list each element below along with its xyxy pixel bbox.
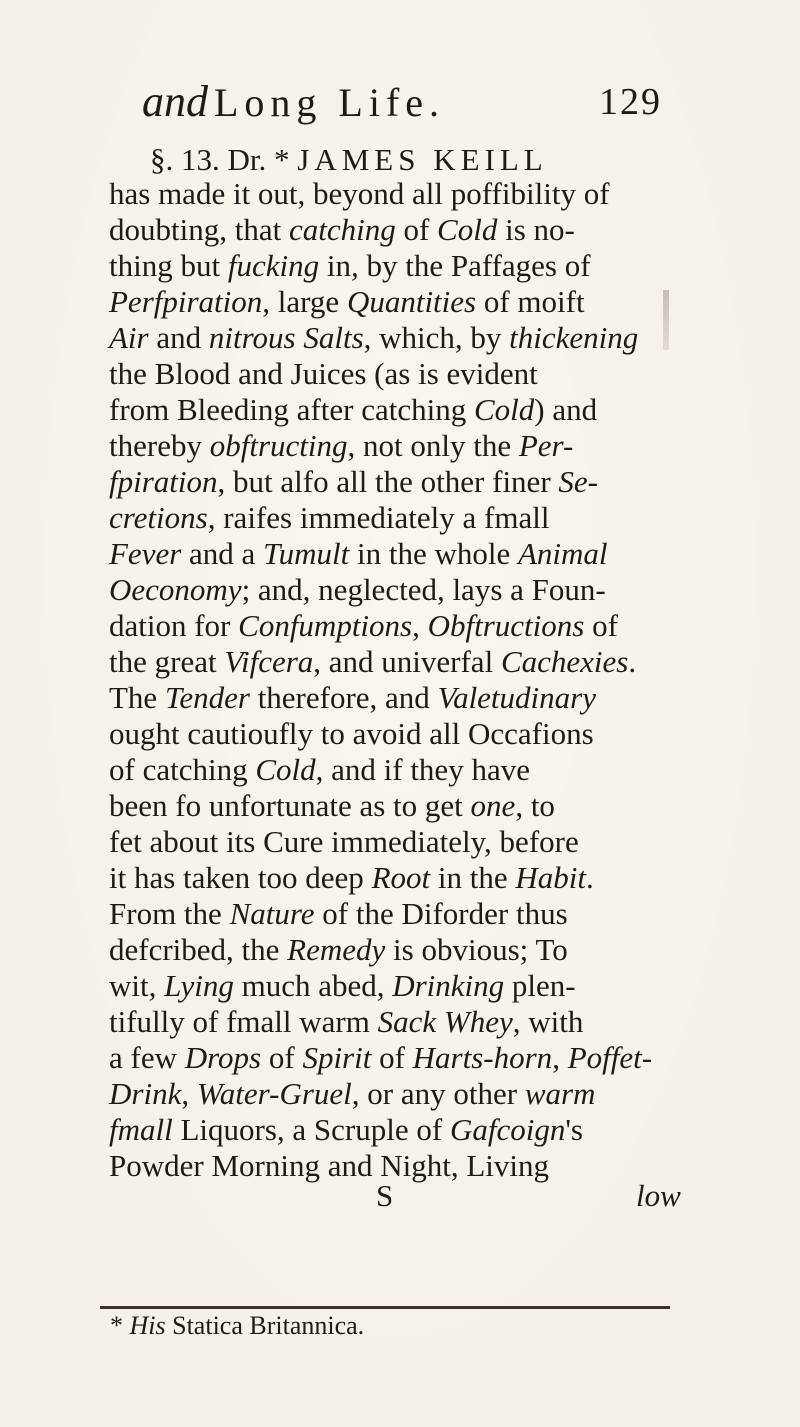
text-line xyxy=(109,1076,595,1112)
text-span: Animal xyxy=(517,536,608,571)
text-span: Tumult xyxy=(263,536,350,571)
text-line xyxy=(109,968,576,1004)
text-span: Powder Morning and Night, Living xyxy=(109,1148,549,1183)
text-line xyxy=(109,428,573,464)
text-line xyxy=(109,824,579,860)
text-span: it has taken too deep xyxy=(109,860,372,895)
text-span: From the xyxy=(109,896,230,931)
text-span: tifully of fmall warm xyxy=(109,1004,378,1039)
text-line xyxy=(109,752,530,788)
text-line xyxy=(109,464,598,500)
text-span: Cold xyxy=(437,212,498,247)
text-span: , and if they have xyxy=(315,752,530,787)
text-line xyxy=(109,356,538,392)
signature-mark: S xyxy=(376,1178,394,1213)
text-span: Air xyxy=(109,320,149,355)
text-span: Habit xyxy=(515,860,586,895)
text-span: fmall xyxy=(109,1112,173,1147)
text-line xyxy=(109,572,606,608)
text-span: , or any other xyxy=(351,1076,525,1111)
text-span: is obvious; To xyxy=(385,932,568,967)
text-span: . xyxy=(628,644,637,679)
text-span: Oeconomy xyxy=(109,572,242,607)
text-span: plen- xyxy=(504,968,576,1003)
text-span: Per- xyxy=(518,428,574,463)
text-span: and xyxy=(148,320,209,355)
footnote-rule xyxy=(100,1306,670,1309)
text-span: , but alfo all the other finer xyxy=(217,464,559,499)
text-span: The xyxy=(109,680,165,715)
text-span: Liquors, a Scruple of xyxy=(172,1112,450,1147)
text-span: in the whole xyxy=(349,536,518,571)
text-span: from Bleeding after catching xyxy=(109,392,474,427)
text-span: Obftructions xyxy=(427,608,585,643)
text-span: Lying xyxy=(164,968,234,1003)
text-span: Remedy xyxy=(287,932,386,967)
text-span: thickening xyxy=(509,320,639,355)
footnote-marker: * xyxy=(110,1311,130,1340)
text-span: of the Diforder thus xyxy=(314,896,568,931)
text-line xyxy=(109,1004,583,1040)
text-span: , to xyxy=(515,788,555,823)
text-span: Tender xyxy=(164,680,250,715)
text-line xyxy=(109,1112,583,1148)
text-span: of catching xyxy=(109,752,256,787)
text-span: ought cautioufly to avoid all Occafions xyxy=(109,716,594,751)
text-line xyxy=(109,788,555,824)
text-span: , xyxy=(181,1076,197,1111)
text-span: Quantities xyxy=(346,284,477,319)
text-span: nitrous Salts xyxy=(208,320,364,355)
text-span: Drink xyxy=(109,1076,182,1111)
text-span: Gafcoign xyxy=(449,1112,566,1147)
text-line xyxy=(109,896,568,932)
page-number: 129 xyxy=(599,81,662,123)
text-span: the great xyxy=(109,644,225,679)
footnote-italic: His xyxy=(129,1311,166,1340)
text-span: Cachexies xyxy=(500,644,629,679)
text-span: cretions xyxy=(109,500,208,535)
text-span: wit, xyxy=(109,968,165,1003)
text-span: Spirit xyxy=(302,1040,372,1075)
text-span: , with xyxy=(512,1004,584,1039)
text-line xyxy=(109,860,594,896)
text-span: ; and, neglected, lays a Foun- xyxy=(241,572,606,607)
text-span: has made it out, beyond all poffibility of xyxy=(109,176,610,211)
text-span: Vifcera xyxy=(224,644,314,679)
text-span: Cold xyxy=(255,752,316,787)
text-span: dation for xyxy=(109,608,239,643)
text-span: , which, by xyxy=(363,320,510,355)
footnote xyxy=(110,1310,364,1342)
text-span: been fo unfortunate as to get xyxy=(109,788,471,823)
text-span: is no- xyxy=(497,212,575,247)
running-head-italic: and xyxy=(142,77,208,126)
text-line xyxy=(109,1148,549,1184)
text-span: . xyxy=(586,860,594,895)
text-span: and a xyxy=(181,536,264,571)
text-line xyxy=(109,212,575,248)
text-line xyxy=(109,608,618,644)
text-span: thereby xyxy=(109,428,210,463)
text-line xyxy=(109,284,585,320)
author-name: JAMES KEILL xyxy=(297,142,548,177)
text-line xyxy=(109,248,591,284)
text-span: Valetudinary xyxy=(437,680,596,715)
text-span: defcribed, the xyxy=(109,932,288,967)
text-span: of xyxy=(395,212,438,247)
text-span: Nature xyxy=(229,896,315,931)
text-line xyxy=(109,716,594,752)
text-span: , xyxy=(412,608,428,643)
text-span: fet about its Cure immediately, before xyxy=(109,824,579,859)
text-span: catching xyxy=(288,212,396,247)
text-span: in the xyxy=(430,860,516,895)
text-span: , not only the xyxy=(347,428,519,463)
text-span: Poffet- xyxy=(567,1040,653,1075)
text-span: Root xyxy=(371,860,431,895)
text-span: , raifes immediately a fmall xyxy=(207,500,550,535)
text-span: Confumptions xyxy=(238,608,413,643)
text-line xyxy=(109,176,610,212)
text-span: warm xyxy=(524,1076,596,1111)
text-span: , xyxy=(552,1040,568,1075)
text-span: 's xyxy=(565,1112,583,1147)
catchword: low xyxy=(636,1178,681,1213)
text-span: Drops xyxy=(184,1040,262,1075)
paper-blemish xyxy=(663,290,669,350)
text-span: Cold xyxy=(473,392,535,427)
text-span: Drinking xyxy=(392,968,505,1003)
text-span: obftructing xyxy=(209,428,348,463)
text-line xyxy=(109,932,568,968)
text-span: of moift xyxy=(476,284,585,319)
text-span: one xyxy=(470,788,516,823)
running-head xyxy=(142,78,662,126)
text-line xyxy=(109,1040,652,1076)
text-line xyxy=(109,536,608,572)
section-label: §. 13. Dr. * xyxy=(150,142,298,177)
text-span: the Blood and Juices (as is evident xyxy=(109,356,538,391)
text-span: fpiration xyxy=(109,464,218,499)
text-line xyxy=(109,680,596,716)
text-line xyxy=(150,142,548,178)
text-span: Sack Whey xyxy=(377,1004,513,1039)
text-span: Fever xyxy=(109,536,182,571)
text-span: in, by the Paffages of xyxy=(319,248,591,283)
text-span: Perfpiration xyxy=(109,284,263,319)
text-span: , and univerfal xyxy=(313,644,501,679)
text-span: Harts-horn xyxy=(412,1040,553,1075)
text-span: of xyxy=(584,608,618,643)
running-head-title: Long Life. xyxy=(214,80,446,125)
text-line xyxy=(109,644,636,680)
text-span: , large xyxy=(262,284,347,319)
text-span: of xyxy=(371,1040,413,1075)
text-span: doubting, that xyxy=(109,212,289,247)
text-span: thing but xyxy=(109,248,228,283)
text-line xyxy=(109,392,597,428)
text-line xyxy=(109,320,638,356)
text-span: Se- xyxy=(558,464,598,499)
text-span: Water-Gruel xyxy=(196,1076,352,1111)
text-span: ) and xyxy=(534,392,598,427)
text-span: much abed, xyxy=(233,968,393,1003)
text-span: therefore, and xyxy=(249,680,438,715)
footnote-text: Statica Britannica. xyxy=(165,1311,365,1340)
text-span: a few xyxy=(109,1040,185,1075)
text-line xyxy=(109,500,549,536)
text-span: of xyxy=(261,1040,303,1075)
text-span: fucking xyxy=(227,248,320,283)
